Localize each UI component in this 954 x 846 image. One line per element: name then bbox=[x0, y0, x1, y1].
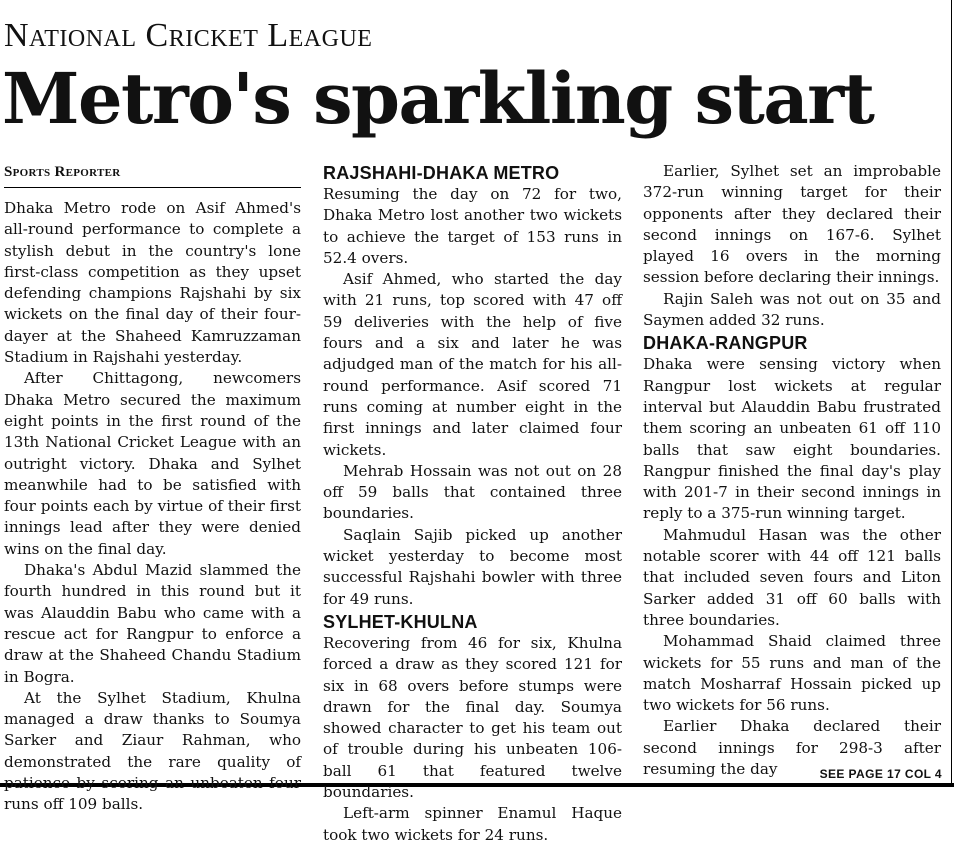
subhead-dhaka-rangpur: DHAKA-RANGPUR bbox=[643, 333, 808, 354]
headline: Metro's sparkling start bbox=[2, 57, 874, 140]
paragraph: Recovering from 46 for six, Khulna forced a draw as they scored 121 for six in 68 overs before stumps were drawn for the final day. Soumya showed character to get his team out of trouble during his unbeaten 106-ball 61 that featured twelve boundaries. bbox=[323, 633, 622, 802]
paragraph: Earlier Dhaka declared their second innings for 298-3 after resuming the day bbox=[643, 717, 941, 779]
subhead-sylhet-khulna: SYLHET-KHULNA bbox=[323, 611, 478, 632]
paragraph: At the Sylhet Stadium, Khulna managed a draw thanks to Soumya Sarker and Ziaur Rahman, who demonstrated the rare quality of patience by scoring an unbeaten four runs off 109 balls. bbox=[4, 688, 301, 814]
article-column-1 bbox=[4, 161, 301, 816]
paragraph: Mahmudul Hasan was the other notable scorer with 44 off 121 balls that included seven fours and Liton Sarker added 31 off 60 balls with three boundaries. bbox=[643, 525, 941, 629]
article-column-2 bbox=[323, 161, 622, 846]
paragraph: Dhaka Metro rode on Asif Ahmed's all-round performance to complete a stylish debut in the country's lone first-class competition as they upset defending champions Rajshahi by six wickets on the final day of their four-dayer at the Shaheed Kamruzzaman Stadium in Rajshahi yesterday. bbox=[4, 199, 301, 367]
paragraph: Dhaka's Abdul Mazid slammed the fourth hundred in this round but it was Alauddin Babu who came with a rescue act for Rangpur to enforce a draw at the Shaheed Chandu Stadium in Bogra. bbox=[4, 561, 301, 686]
article-column-3 bbox=[643, 161, 941, 780]
paragraph: Dhaka were sensing victory when Rangpur lost wickets at regular interval but Alauddin Babu frustrated them scoring an unbeaten 61 off 110 balls that saw eight boundaries. Rangpur finished the final day's play with 201-7 in their second innings in reply to a 375-run winning target. bbox=[643, 355, 941, 523]
paragraph: Mehrab Hossain was not out on 28 off 59 balls that contained three boundaries. bbox=[323, 461, 622, 523]
paragraph: Resuming the day on 72 for two, Dhaka Metro lost another two wickets to achieve the target of 153 runs in 52.4 overs. bbox=[323, 185, 622, 267]
paragraph: Asif Ahmed, who started the day with 21 runs, top scored with 47 off 59 deliveries with the help of five fours and a six and later he was adjudged man of the match for his all-round performance. Asif scored 71 runs coming at number eight in the first innings and later claimed four wickets. bbox=[323, 270, 622, 459]
paragraph: After Chittagong, newcomers Dhaka Metro secured the maximum eight points in the first round of the 13th National Cricket League with an outright victory. Dhaka and Sylhet meanwhile had to be satisfied with four points each by virtue of their first innings lead after they were denied wins on the final day. bbox=[4, 369, 301, 558]
continuation-jump-line: SEE PAGE 17 COL 4 bbox=[819, 767, 942, 781]
paragraph: Earlier, Sylhet set an improbable 372-run winning target for their opponents after they declared their second innings on 167-6. Sylhet played 16 overs in the morning session before declaring their innings. bbox=[643, 162, 941, 287]
paragraph: Saqlain Sajib picked up another wicket yesterday to become most successful Rajshahi bowler with three for 49 runs. bbox=[323, 525, 622, 608]
right-border-rule bbox=[951, 0, 952, 787]
subhead-rajshahi-dhaka-metro: RAJSHAHI-DHAKA METRO bbox=[323, 163, 560, 183]
kicker: National Cricket League bbox=[4, 17, 373, 54]
paragraph: Rajin Saleh was not out on 35 and Saymen added 32 runs. bbox=[643, 289, 941, 330]
paragraph: Left-arm spinner Enamul Haque took two wickets for 24 runs. bbox=[323, 804, 622, 844]
byline: Sports Reporter bbox=[4, 161, 301, 188]
paragraph: Mohammad Shaid claimed three wickets for 55 runs and man of the match Mosharraf Hossain picked up two wickets for 56 runs. bbox=[643, 632, 941, 715]
